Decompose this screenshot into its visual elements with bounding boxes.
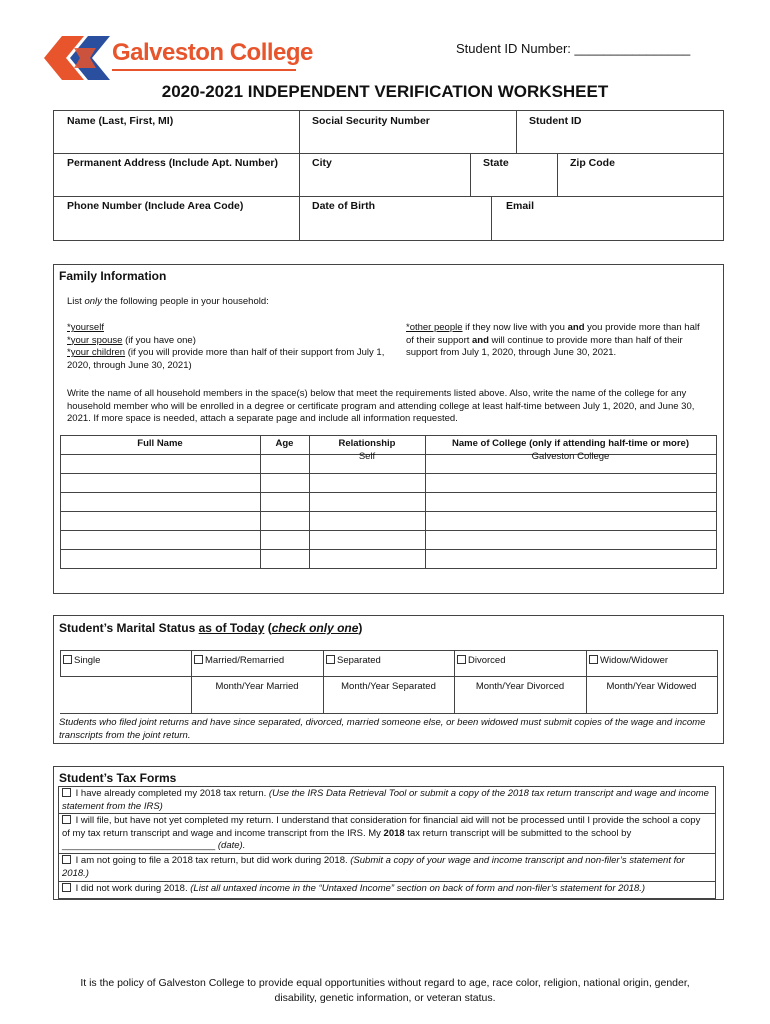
checkbox-married[interactable] bbox=[194, 655, 203, 664]
logo-text: Galveston College bbox=[112, 39, 313, 66]
tax-option-4[interactable] bbox=[62, 883, 710, 896]
family-list-intro bbox=[67, 296, 269, 309]
label-divorced: Divorced bbox=[468, 655, 506, 666]
marital-paren-close: ) bbox=[358, 621, 363, 635]
other-rest-3: will continue to provide more than half of their support from July 1, 2020, through June 30, 2021. bbox=[406, 334, 683, 358]
student-id-field[interactable]: Student ID Number: ________________ bbox=[456, 41, 691, 56]
label-single: Single bbox=[74, 655, 101, 666]
zip-field[interactable]: Zip Code bbox=[570, 157, 615, 169]
footer-policy: It is the policy of Galveston College to provide equal opportunities without regard to age, race color, religion, national origin, gender, disability, genetic information, or veteran status. bbox=[80, 977, 690, 1004]
checkbox-separated[interactable] bbox=[326, 655, 335, 664]
checkbox-tax-did-not-work[interactable] bbox=[62, 883, 71, 892]
children-rest: (if you will provide more than half of their support from July 1, 2020, through June 30, 2021) bbox=[67, 347, 385, 371]
spouse-link: *your spouse bbox=[67, 334, 123, 346]
list-post: the following people in your household: bbox=[101, 296, 269, 307]
ssn-field[interactable]: Social Security Number bbox=[312, 115, 430, 127]
student-info-grid bbox=[53, 110, 724, 241]
checkbox-divorced[interactable] bbox=[457, 655, 466, 664]
phone-field[interactable]: Phone Number (Include Area Code) bbox=[67, 200, 244, 212]
tax-title: Student’s Tax Forms bbox=[59, 771, 177, 785]
marital-table bbox=[60, 650, 718, 714]
marital-title-pre: Student’s Marital Status bbox=[59, 621, 199, 635]
tax-opt2-date-blank[interactable]: _____________________________ bbox=[62, 840, 216, 851]
marital-note: Students who filed joint returns and have since separated, divorced, married someone else, or been widowed must submit copies of the wage and income transcripts from the joint return. bbox=[59, 717, 706, 741]
marital-separated[interactable] bbox=[326, 655, 381, 666]
tax-opt2-text-b: tax return transcript will be submitted to the school by bbox=[404, 827, 632, 839]
family-title: Family Information bbox=[59, 269, 167, 283]
date-separated[interactable]: Month/Year Separated bbox=[341, 681, 436, 692]
tax-option-2[interactable] bbox=[62, 815, 710, 853]
tax-option-1[interactable] bbox=[62, 788, 710, 813]
marital-paren-open: ( bbox=[264, 621, 272, 635]
tax-opt2-date: (date). bbox=[215, 840, 246, 851]
col-age: Age bbox=[275, 438, 294, 449]
checkbox-tax-completed[interactable] bbox=[62, 788, 71, 797]
family-left-col bbox=[67, 322, 397, 372]
tax-opt1-italic: (Use the IRS Data Retrieval Tool or submit a copy of the 2018 tax return transcript and wage and income statement from the IRS) bbox=[62, 788, 709, 812]
email-field[interactable]: Email bbox=[506, 200, 535, 212]
tax-options bbox=[58, 786, 716, 898]
other-rest-2: you provide more than half of their support bbox=[406, 322, 700, 346]
tax-opt3-text: I am not going to file a 2018 tax return, but did work during 2018. bbox=[75, 855, 351, 866]
marital-married[interactable] bbox=[194, 655, 284, 666]
state-field[interactable]: State bbox=[483, 157, 509, 169]
marital-title bbox=[59, 621, 362, 635]
tax-option-3[interactable] bbox=[62, 855, 710, 880]
marital-single[interactable] bbox=[63, 655, 100, 666]
logo-underline bbox=[112, 69, 296, 71]
other-rest-1: if they now live with you bbox=[462, 322, 568, 333]
label-widowed: Widow/Widower bbox=[600, 655, 669, 666]
list-pre: List bbox=[67, 296, 85, 307]
checkbox-single[interactable] bbox=[63, 655, 72, 664]
row1-relationship[interactable]: Self bbox=[358, 451, 376, 462]
family-instructions: Write the name of all household members in the space(s) below that meet the requirements listed above. Also, write the name of the college for any household member who will be enrolled in a degree or certificate program and attending college at least half-time between July 1, 2020, and June 30, 2021. If more space is needed, attach a separate page and include all information requested. bbox=[67, 388, 695, 424]
marital-widowed[interactable] bbox=[589, 655, 668, 666]
tax-opt1-text: I have already completed my 2018 tax return. bbox=[75, 788, 269, 799]
dob-field[interactable]: Date of Birth bbox=[312, 200, 375, 212]
col-full-name: Full Name bbox=[137, 438, 183, 449]
marital-as-of: as of Today bbox=[198, 621, 265, 635]
family-right-col bbox=[406, 322, 706, 360]
list-only: only bbox=[84, 296, 102, 307]
label-married: Married/Remarried bbox=[205, 655, 285, 666]
yourself-text: *yourself bbox=[67, 322, 104, 333]
row1-college[interactable]: Galveston College bbox=[531, 451, 610, 462]
date-married[interactable]: Month/Year Married bbox=[215, 681, 299, 692]
checkbox-widowed[interactable] bbox=[589, 655, 598, 664]
tax-opt3-italic: (Submit a copy of your wage and income transcript and non-filer’s statement for 2018.) bbox=[62, 855, 685, 879]
name-field[interactable]: Name (Last, First, MI) bbox=[67, 115, 174, 127]
other-and-1: and bbox=[567, 322, 585, 333]
spouse-rest: (if you have one) bbox=[122, 334, 196, 346]
other-link: *other people bbox=[406, 322, 463, 333]
tax-section bbox=[53, 766, 724, 900]
tax-opt2-bold: 2018 bbox=[383, 827, 405, 839]
checkbox-tax-not-filing[interactable] bbox=[62, 855, 71, 864]
children-link: *your children bbox=[67, 347, 126, 358]
student-id-cell[interactable]: Student ID bbox=[529, 115, 582, 127]
address-field[interactable]: Permanent Address (Include Apt. Number) bbox=[67, 157, 279, 169]
logo bbox=[44, 36, 313, 80]
tax-opt4-italic: (List all untaxed income in the “Untaxed Income” section on back of form and non-filer’s statement for 2018.) bbox=[190, 883, 646, 894]
city-field[interactable]: City bbox=[312, 157, 332, 169]
page-title: 2020-2021 INDEPENDENT VERIFICATION WORKSHEET bbox=[161, 82, 609, 101]
marital-check-only: check only one bbox=[271, 621, 359, 635]
label-separated: Separated bbox=[337, 655, 381, 666]
col-college: Name of College (only if attending half-time or more) bbox=[452, 438, 689, 449]
household-table bbox=[60, 435, 717, 571]
marital-divorced[interactable] bbox=[457, 655, 506, 666]
date-widowed[interactable]: Month/Year Widowed bbox=[606, 681, 697, 692]
tax-opt2-text-a: I will file, but have not yet completed my return. I understand that consideration for financial aid will not be processed until I provide the school a copy of my tax return transcript and wage and income transcript from the IRS. My bbox=[62, 815, 701, 839]
tax-opt4-text: I did not work during 2018. bbox=[75, 883, 191, 894]
logo-chevron-icon bbox=[44, 36, 112, 80]
date-divorced[interactable]: Month/Year Divorced bbox=[475, 681, 565, 692]
marital-section bbox=[53, 615, 724, 744]
checkbox-tax-will-file[interactable] bbox=[62, 815, 71, 824]
other-and-2: and bbox=[472, 334, 489, 346]
col-relationship: Relationship bbox=[338, 438, 396, 449]
family-section bbox=[53, 264, 724, 594]
